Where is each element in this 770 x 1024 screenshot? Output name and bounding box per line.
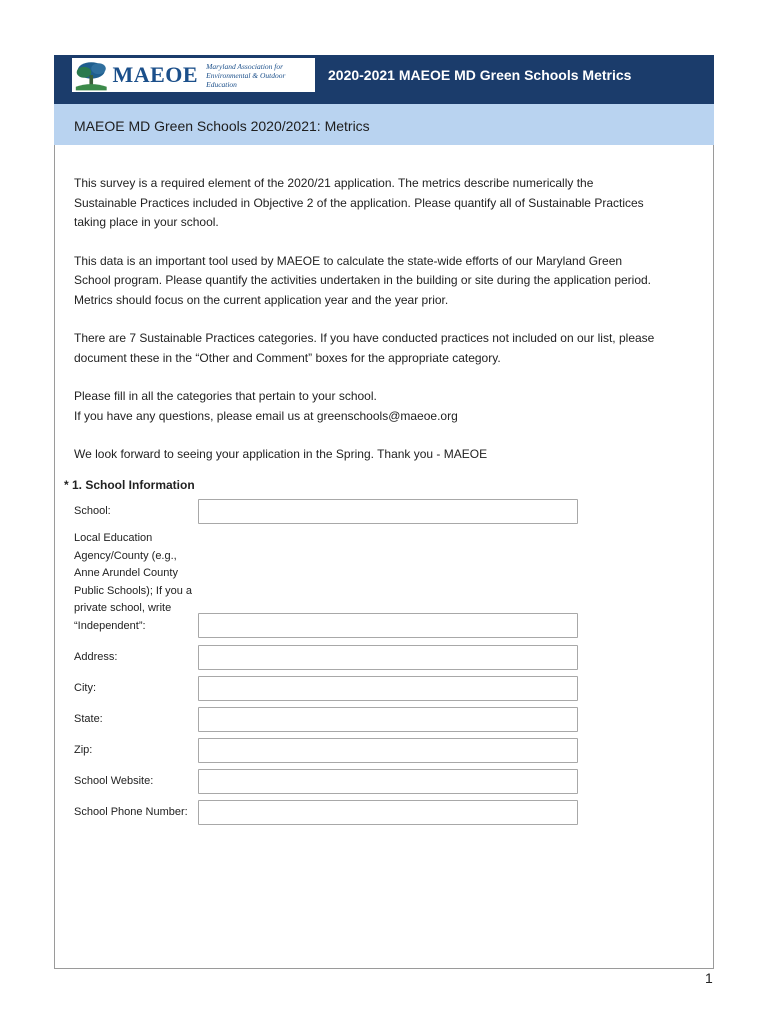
question-title: * 1. School Information bbox=[64, 478, 195, 492]
intro-line: There are 7 Sustainable Practices categories. If you have conducted practices not included on our list, please bbox=[74, 331, 655, 345]
intro-line: School program. Please quantify the activities undertaken in the building or site during the application period. bbox=[74, 273, 652, 287]
state-input[interactable] bbox=[198, 707, 578, 732]
intro-line: taking place in your school. bbox=[74, 215, 219, 229]
survey-title: 2020-2021 MAEOE MD Green Schools Metrics bbox=[328, 67, 632, 83]
intro-line: This survey is a required element of the 2020/21 application. The metrics describe numerically the bbox=[74, 176, 594, 190]
field-label-state: State: bbox=[74, 713, 103, 725]
header-bar bbox=[54, 55, 714, 104]
maeoe-logo bbox=[72, 58, 315, 92]
intro-line: Please fill in all the categories that pertain to your school. bbox=[74, 389, 377, 403]
intro-line: Sustainable Practices included in Objective 2 of the application. Please quantify all of Sustainable Practices bbox=[74, 195, 644, 210]
logo-name: MAEOE bbox=[112, 62, 199, 87]
field-label-phone: School Phone Number: bbox=[74, 806, 188, 818]
tree-logo-icon bbox=[74, 58, 108, 92]
logo-tagline: Maryland Association for Environmental & Outdoor Education bbox=[206, 61, 286, 89]
intro-paragraph-2 bbox=[74, 252, 704, 311]
field-label-city: City: bbox=[74, 682, 96, 694]
field-label-zip: Zip: bbox=[74, 744, 93, 756]
intro-line: If you have any questions, please email us at greenschools@maeoe.org bbox=[74, 408, 458, 423]
zip-input[interactable] bbox=[198, 738, 578, 763]
field-label-school: School: bbox=[74, 505, 111, 517]
school-input[interactable] bbox=[198, 499, 578, 524]
intro-paragraph-5 bbox=[74, 445, 704, 465]
address-input[interactable] bbox=[198, 645, 578, 670]
intro-line: Metrics should focus on the current application year and the year prior. bbox=[74, 292, 449, 307]
intro-line: This data is an important tool used by MAEOE to calculate the state-wide efforts of our Maryland Green bbox=[74, 253, 623, 268]
website-input[interactable] bbox=[198, 769, 578, 794]
intro-text bbox=[74, 174, 704, 484]
intro-line: document these in the “Other and Comment” boxes for the appropriate category. bbox=[74, 350, 501, 365]
intro-paragraph-4 bbox=[74, 387, 704, 426]
field-label-lea-county: Local Education Agency/County (e.g., Anne Arundel County Public Schools); If you a private school, write “Independent”: bbox=[74, 532, 193, 632]
field-label-website: School Website: bbox=[74, 775, 154, 787]
field-label-address: Address: bbox=[74, 651, 118, 663]
intro-paragraph-3 bbox=[74, 329, 704, 368]
page-number: 1 bbox=[705, 970, 713, 986]
intro-paragraph-1 bbox=[74, 174, 704, 233]
intro-line: We look forward to seeing your application in the Spring. Thank you - MAEOE bbox=[74, 447, 488, 461]
page-title-bar bbox=[54, 104, 714, 145]
lea-county-input[interactable] bbox=[198, 613, 578, 638]
city-input[interactable] bbox=[198, 676, 578, 701]
page-title: MAEOE MD Green Schools 2020/2021: Metrics bbox=[74, 118, 370, 134]
phone-input[interactable] bbox=[198, 800, 578, 825]
